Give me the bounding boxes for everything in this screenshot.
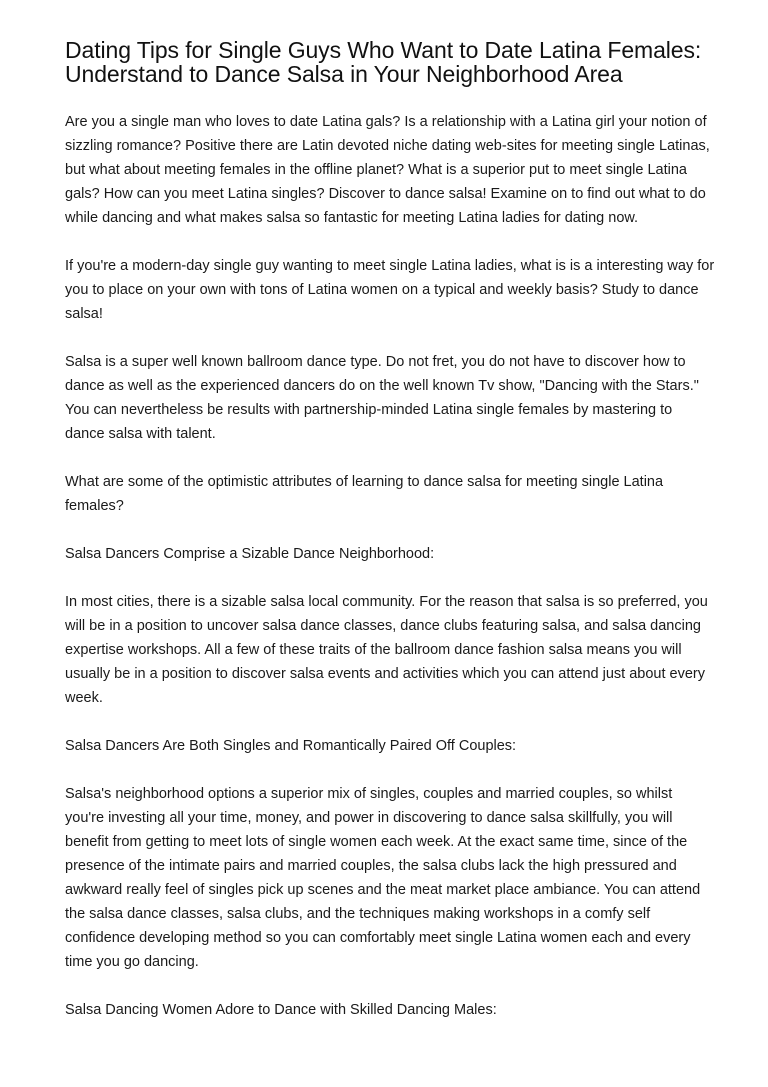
paragraph-modern-single-guy: If you're a modern-day single guy wanting to meet single Latina ladies, what is is a interesting way for you to place on your own with tons of Latina women on a typical and weekly basis? Study to dance salsa! (65, 258, 715, 322)
document-title: Dating Tips for Single Guys Who Want to Date Latina Females: Understand to Dance Salsa in Your Neighborhood Area (65, 37, 702, 87)
section-heading-skilled-dancing-males: Salsa Dancing Women Adore to Dance with Skilled Dancing Males: (65, 1002, 497, 1018)
document-page (65, 38, 715, 1046)
paragraph-intro: Are you a single man who loves to date Latina gals? Is a relationship with a Latina girl your notion of sizzling romance? Positive there are Latin devoted niche dating web-sites for meeting single Latinas, but what about meeting females in the offline planet? What is a superior put to meet single Latina gals? How can you meet Latina singles? Discover to dance salsa! Examine on to find out what to do while dancing and what makes salsa so fantastic for meeting Latina ladies for dating now. (65, 114, 710, 226)
section-heading-dance-neighborhood: Salsa Dancers Comprise a Sizable Dance Neighborhood: (65, 546, 435, 562)
paragraph-local-community: In most cities, there is a sizable salsa local community. For the reason that salsa is so preferred, you will be in a position to uncover salsa dance classes, dance clubs featuring salsa, and salsa dancing expertise workshops. All a few of these traits of the ballroom dance fashion salsa means you will usually be in a position to discover salsa events and activities which you can attend just about every week. (65, 594, 708, 706)
paragraph-optimistic-attributes: What are some of the optimistic attributes of learning to dance salsa for meeting single Latina females? (65, 474, 664, 514)
paragraph-neighborhood-mix: Salsa's neighborhood options a superior mix of singles, couples and married couples, so whilst you're investing all your time, money, and power in discovering to dance salsa skillfully, you will benefit from getting to meet lots of single women each week. At the exact same time, since of the presence of the intimate pairs and married couples, the salsa clubs lack the high pressured and awkward really feel of singles pick up scenes and the meat market place ambiance. You can attend the salsa dance classes, salsa clubs, and the techniques making workshops in a comfy self confidence developing method so you can comfortably meet single Latina women each and every time you go dancing. (65, 786, 701, 970)
section-heading-singles-and-couples: Salsa Dancers Are Both Singles and Romantically Paired Off Couples: (65, 738, 517, 754)
document-body (65, 110, 715, 1022)
paragraph-salsa-ballroom: Salsa is a super well known ballroom dance type. Do not fret, you do not have to discover how to dance as well as the experienced dancers do on the well known Tv show, "Dancing with the Stars." You can nevertheless be results with partnership-minded Latina single females by mastering to dance salsa with talent. (65, 354, 699, 442)
